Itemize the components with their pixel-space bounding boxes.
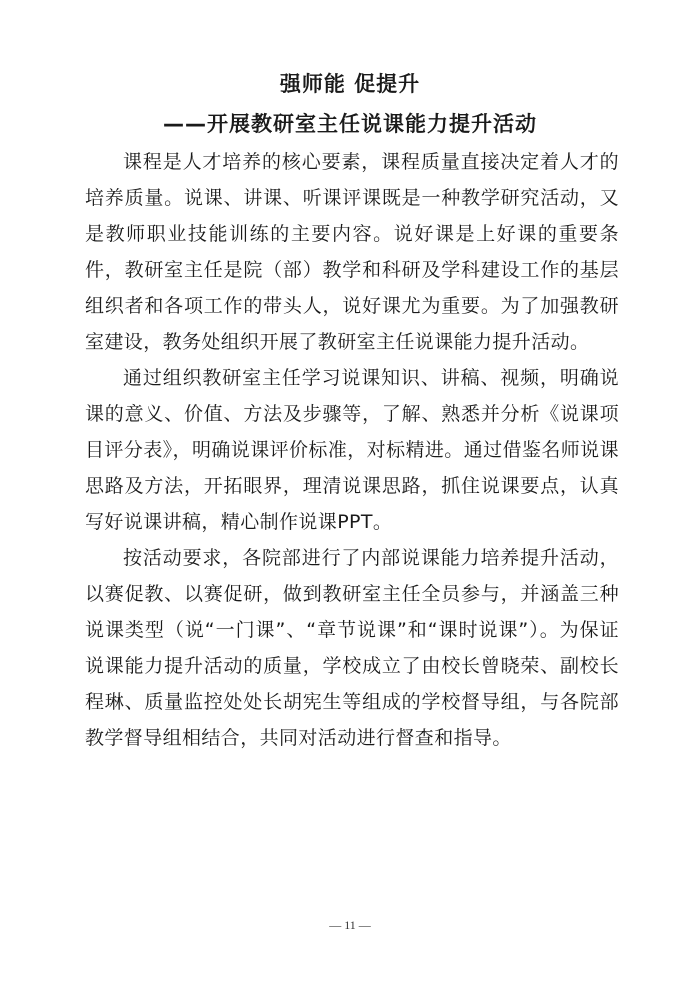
- page-title: 强师能 促提升: [279, 72, 421, 96]
- page-subtitle: ——开展教研室主任说课能力提升活动: [163, 112, 537, 136]
- article-body: [85, 144, 619, 756]
- page-number: — 11 —: [329, 918, 371, 932]
- paragraph-2: 通过组织教研室主任学习说课知识、讲稿、视频，明确说课的意义、价值、方法及步骤等，了解、熟悉并分析《说课项目评分表》，明确说课评价标准，对标精进。通过借鉴名师说课思路及方法，开拓眼界，理清说课思路，抓住说课要点，认真写好说课讲稿，精心制作说课PPT。: [85, 367, 619, 533]
- paragraph-3: 按活动要求，各院部进行了内部说课能力培养提升活动，以赛促教、以赛促研，做到教研室主任全员参与，并涵盖三种说课类型（说“一门课”、“章节说课”和“课时说课”）。为保证说课能力提升活动的质量，学校成立了由校长曾晓荣、副校长程琳、质量监控处处长胡宪生等组成的学校督导组，与各院部教学督导组相结合，共同对活动进行督查和指导。: [85, 547, 619, 749]
- paragraph-1: 课程是人才培养的核心要素，课程质量直接决定着人才的培养质量。说课、讲课、听课评课既是一种教学研究活动，又是教师职业技能训练的主要内容。说好课是上好课的重要条件，教研室主任是院（部）教学和科研及学科建设工作的基层组织者和各项工作的带头人，说好课尤为重要。为了加强教研室建设，教务处组织开展了教研室主任说课能力提升活动。: [85, 151, 619, 353]
